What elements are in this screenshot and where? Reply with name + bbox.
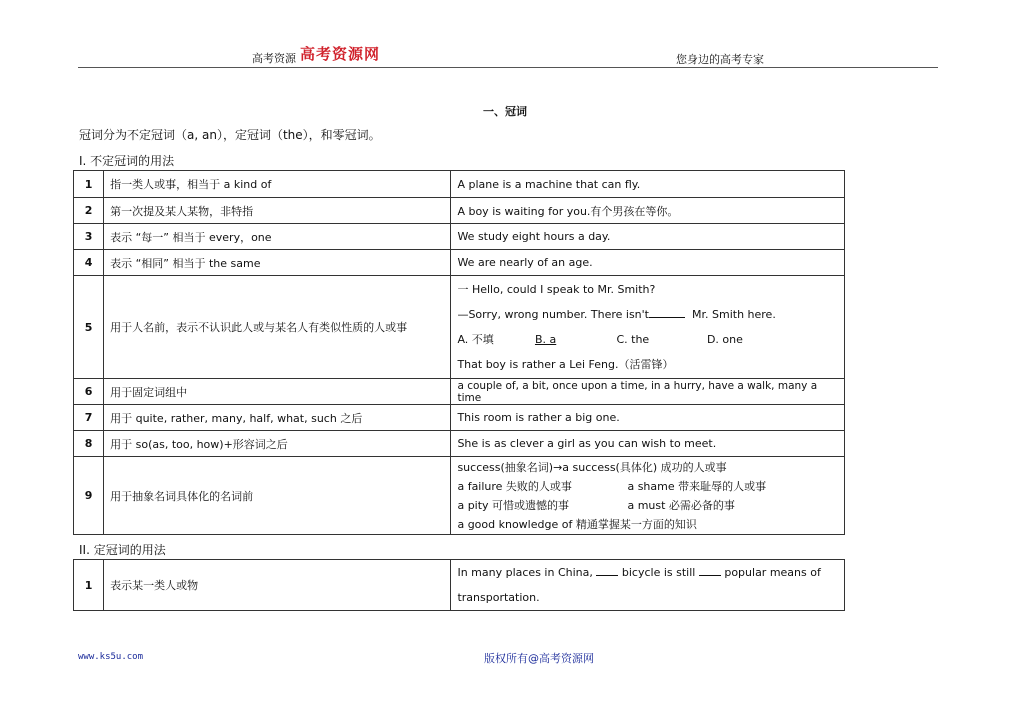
row-number: 4 [74,250,104,276]
section2-heading: II. 定冠词的用法 [79,543,166,557]
example-cell: This room is rather a big one. [451,405,845,431]
table-row [74,250,845,276]
example-line [457,477,838,496]
example-text: bicycle is still [621,566,696,579]
example-text: popular means of [724,566,821,579]
example-cell: A boy is waiting for you.有个男孩在等你。 [451,198,845,224]
example-cell [451,560,845,611]
usage-cell: 用于抽象名词具体化的名词前 [104,457,451,535]
section1-heading: I. 不定冠词的用法 [79,154,175,168]
row-number: 1 [74,560,104,611]
header-logo: 高考资源网 [300,45,381,63]
table-row [74,560,845,611]
example-text: a shame 带来耻辱的人或事 [627,479,767,493]
example-text: Mr. Smith here. [692,308,776,321]
example-line: transportation. [457,591,540,604]
header-left-text: 高考资源 [252,52,296,65]
page-title: 一、冠词 [483,105,527,118]
usage-cell: 用于 quite, rather, many, half, what, such 之后 [104,405,451,431]
usage-cell: 第一次提及某人某物，非特指 [104,198,451,224]
example-line: a good knowledge of 精通掌握某一方面的知识 [457,517,697,531]
example-text: a pity 可惜或遗憾的事 [457,498,570,512]
table-row [74,224,845,250]
example-line [457,496,838,515]
example-line [457,302,838,327]
row-number: 3 [74,224,104,250]
table-row [74,405,845,431]
blank [699,566,721,576]
table-row [74,276,845,379]
example-cell: a couple of, a bit, once upon a time, in a hurry, have a walk, many a time [451,379,845,405]
option-c: C. the [616,333,650,346]
usage-cell: 用于 so(as, too, how)+形容词之后 [104,431,451,457]
footer-copyright: 版权所有@高考资源网 [484,652,594,665]
example-cell: A plane is a machine that can fly. [451,171,845,198]
example-line: success(抽象名词)→a success(具体化) 成功的人或事 [457,460,727,474]
usage-cell: 表示某一类人或物 [104,560,451,611]
example-cell: She is as clever a girl as you can wish to meet. [451,431,845,457]
example-cell: We are nearly of an age. [451,250,845,276]
usage-cell: 用于固定词组中 [104,379,451,405]
usage-cell: 指一类人或事，相当于 a kind of [104,171,451,198]
row-number: 8 [74,431,104,457]
table-row [74,431,845,457]
row-number: 6 [74,379,104,405]
blank [649,308,685,318]
example-line: That boy is rather a Lei Feng.（活雷锋） [457,358,674,371]
table-row [74,379,845,405]
usage-cell: 用于人名前，表示不认识此人或与某名人有类似性质的人或事 [104,276,451,379]
row-number: 2 [74,198,104,224]
example-text: a failure 失败的人或事 [457,479,572,493]
row-number: 9 [74,457,104,535]
example-text: In many places in China, [457,566,593,579]
example-text: a must 必需必备的事 [627,498,735,512]
example-line [457,560,838,585]
footer-website[interactable]: www.ks5u.com [78,652,144,662]
intro-paragraph: 冠词分为不定冠词（a, an），定冠词（the），和零冠词。 [79,128,381,142]
table-row [74,171,845,198]
example-line: 一 Hello, could I speak to Mr. Smith? [457,283,656,296]
header-right-text: 您身边的高考专家 [676,53,764,66]
row-number: 7 [74,405,104,431]
table-row [74,457,845,535]
header-divider [78,67,938,68]
definite-article-table [73,559,845,611]
row-number: 5 [74,276,104,379]
example-cell: We study eight hours a day. [451,224,845,250]
table-row [74,198,845,224]
example-cell [451,457,845,535]
option-d: D. one [706,333,743,346]
options-line [457,327,838,352]
option-a: A. 不填 [457,333,494,346]
indefinite-article-table [73,170,845,535]
usage-cell: 表示 “每一” 相当于 every，one [104,224,451,250]
row-number: 1 [74,171,104,198]
usage-cell: 表示 “相同” 相当于 the same [104,250,451,276]
option-b: B. a [534,333,557,346]
example-text: —Sorry, wrong number. There isn't [457,308,649,321]
blank [596,566,618,576]
example-cell [451,276,845,379]
